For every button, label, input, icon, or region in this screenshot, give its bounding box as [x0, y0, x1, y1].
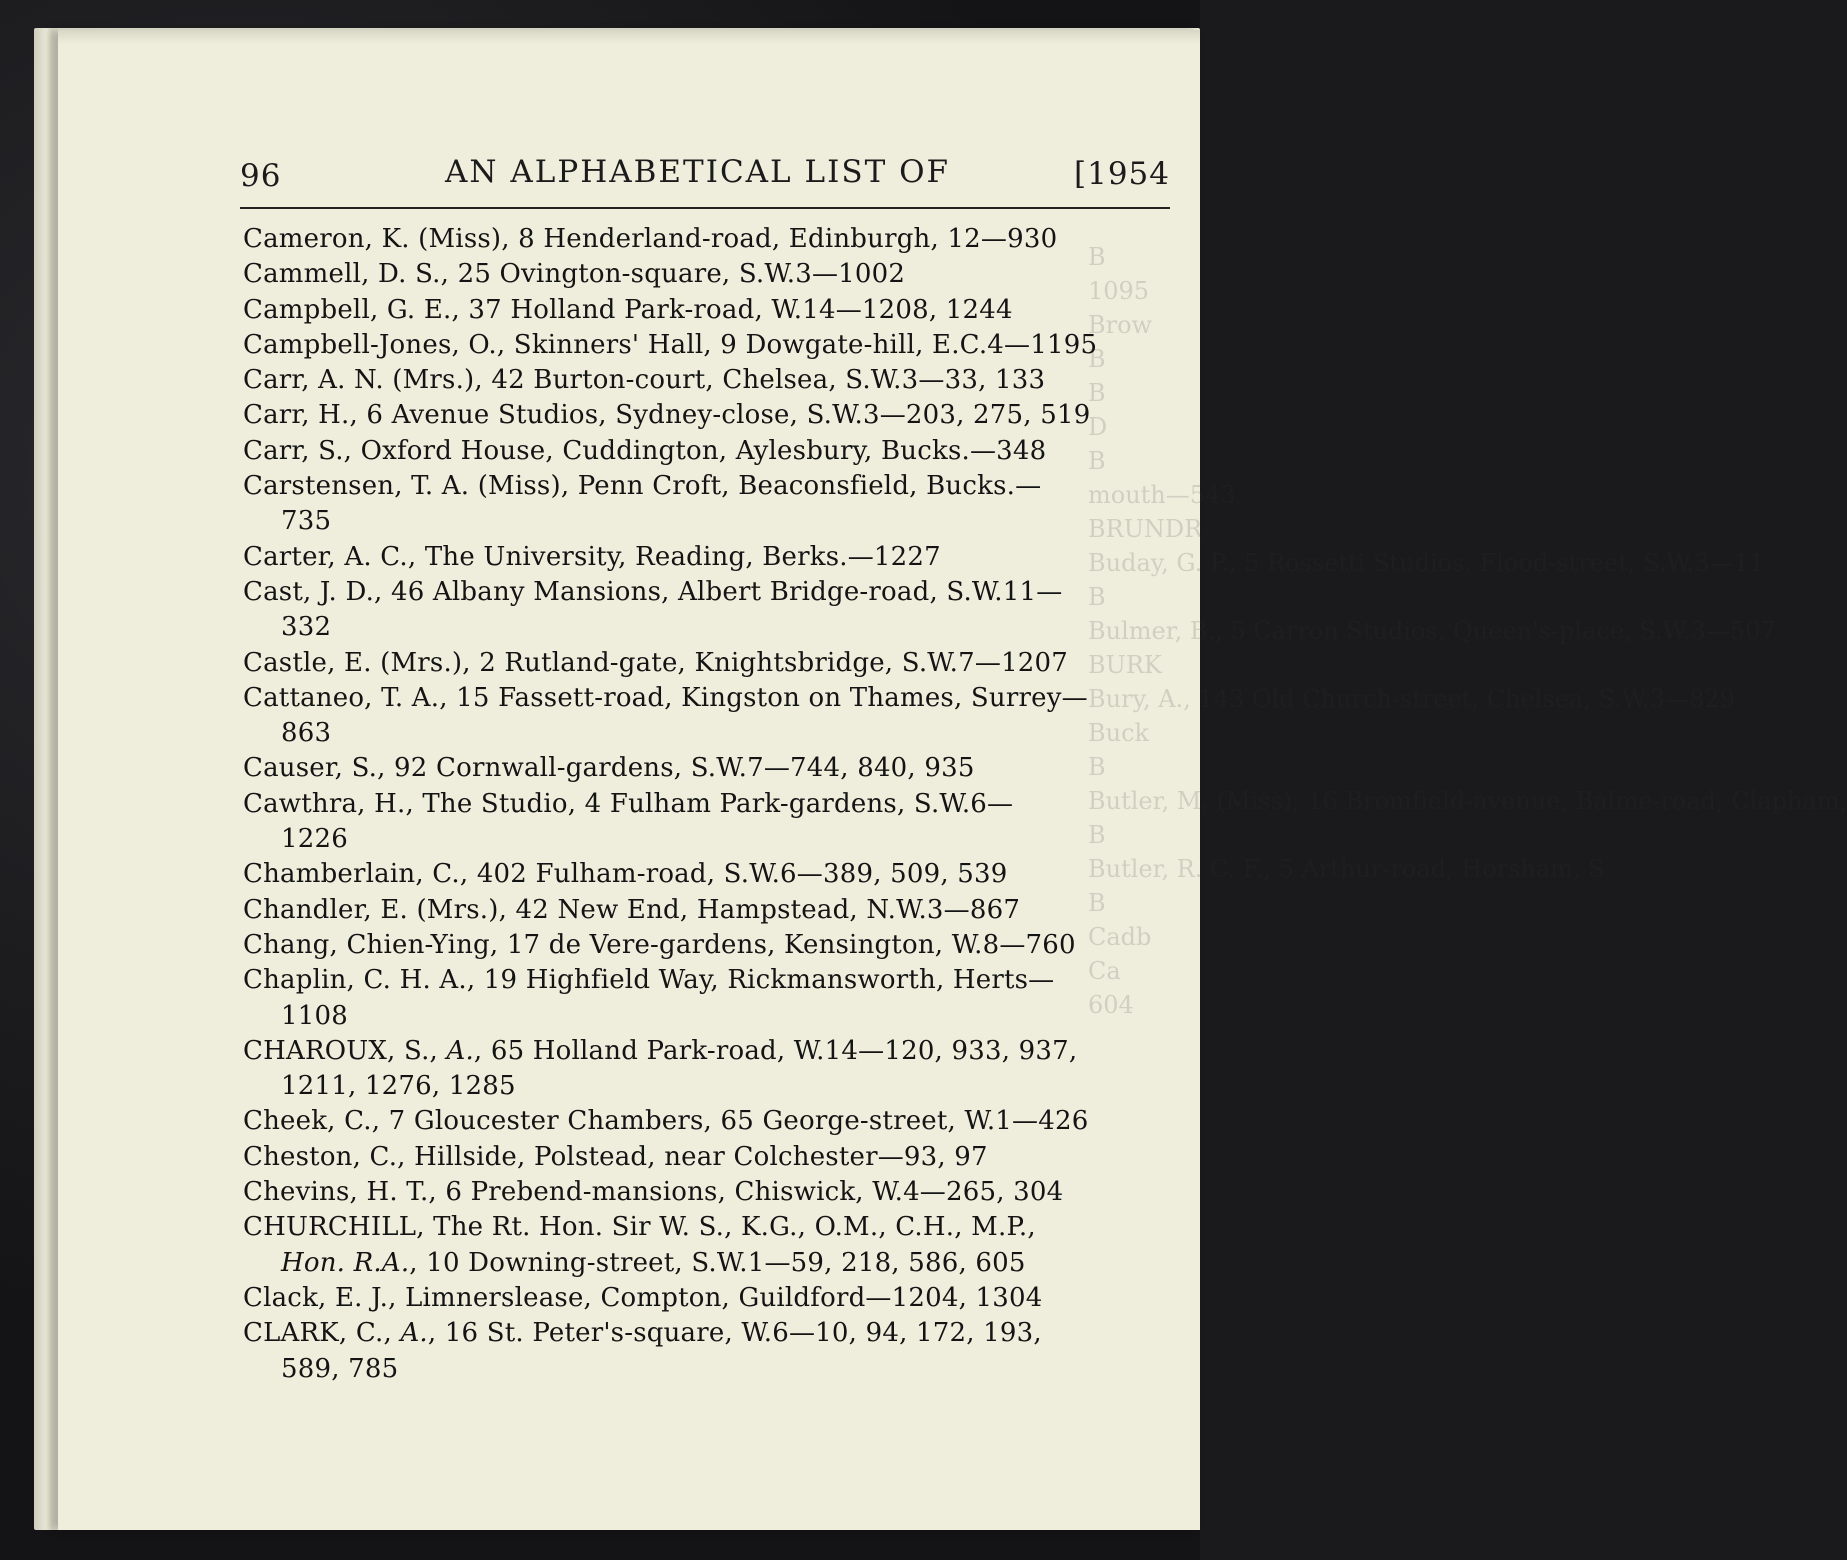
- entry-line: Carstensen, T. A. (Miss), Penn Croft, Beaconsfield, Bucks.—: [243, 471, 1042, 502]
- entry-line: Carr, H., 6 Avenue Studios, Sydney-close, S.W.3—203, 275, 519: [243, 400, 1091, 431]
- entry-line: Cattaneo, T. A., 15 Fassett-road, Kingston on Thames, Surrey—: [243, 682, 1088, 713]
- entry-line: Campbell-Jones, O., Skinners' Hall, 9 Dowgate-hill, E.C.4—1195: [243, 329, 1098, 360]
- bleed-line: B: [1088, 753, 1106, 781]
- list-item: [243, 328, 1183, 363]
- bleed-line: B: [1088, 583, 1106, 611]
- entry-line: Carr, A. N. (Mrs.), 42 Burton-court, Chelsea, S.W.3—33, 133: [243, 365, 1046, 396]
- bleed-line: Bury, A., 143 Old Church-street, Chelsea, S.W.3—829: [1088, 685, 1735, 713]
- list-item: [243, 1316, 1183, 1387]
- list-item: [243, 1104, 1183, 1139]
- bleed-line: Brow: [1088, 311, 1153, 339]
- bleed-line: B: [1088, 243, 1106, 271]
- page-number: 96: [240, 158, 282, 194]
- entry-line: CHURCHILL, The Rt. Hon. Sir W. S., K.G., O.M., C.H., M.P.,: [243, 1212, 1036, 1243]
- entry-line: Carter, A. C., The University, Reading, Berks.—1227: [243, 541, 941, 572]
- list-item: [243, 575, 1183, 646]
- entry-honor: Hon. R.A.: [281, 1247, 410, 1278]
- entry-continuation: 1108: [281, 1000, 348, 1031]
- page-title: AN ALPHABETICAL LIST OF: [445, 154, 951, 190]
- entry-line: Clack, E. J., Limnerslease, Compton, Guildford—1204, 1304: [243, 1282, 1043, 1313]
- bleed-line: 1095: [1088, 277, 1150, 305]
- bleed-line: Butler, R. C. F., 5 Arthur-road, Horsham, S: [1088, 855, 1605, 883]
- entry-continuation: Hon. R.A., 10 Downing-street, S.W.1—59, 218, 586, 605: [281, 1247, 1026, 1278]
- bleed-line: mouth—543: [1088, 481, 1236, 509]
- entry-continuation: 589, 785: [281, 1353, 399, 1384]
- entry-address: , 65 Holland Park-road, W.14—120, 933, 937,: [473, 1035, 1078, 1066]
- bleed-line: B: [1088, 379, 1106, 407]
- entry-name: CLARK, C.,: [243, 1318, 401, 1349]
- bleed-line: B: [1088, 345, 1106, 373]
- entry-address: , 16 St. Peter's-square, W.6—10, 94, 172, 193,: [427, 1318, 1042, 1349]
- bleed-line: Cadb: [1088, 923, 1152, 951]
- bleed-line: B: [1088, 447, 1106, 475]
- list-item: [243, 257, 1183, 292]
- header-year: [1954: [1074, 156, 1170, 192]
- list-item: [243, 681, 1183, 752]
- list-item: [243, 434, 1183, 469]
- list-item: [243, 1034, 1183, 1105]
- entry-line: Castle, E. (Mrs.), 2 Rutland-gate, Knightsbridge, S.W.7—1207: [243, 647, 1069, 678]
- list-item: [243, 1210, 1183, 1281]
- entry-list: [243, 222, 1183, 1387]
- entry-honor: A.: [400, 1318, 428, 1349]
- entry-line: Carr, S., Oxford House, Cuddington, Aylesbury, Bucks.—348: [243, 435, 1047, 466]
- entry-line: [243, 1036, 1077, 1066]
- list-item: [243, 469, 1183, 540]
- entry-continuation: 332: [281, 612, 332, 643]
- list-item: [243, 398, 1183, 433]
- entry-continuation: 1211, 1276, 1285: [281, 1071, 516, 1102]
- list-item: [243, 857, 1183, 892]
- entry-honor: A.: [446, 1035, 474, 1066]
- bleed-line: BURK: [1088, 651, 1162, 679]
- entry-line: Cameron, K. (Miss), 8 Henderland-road, Edinburgh, 12—930: [243, 224, 1058, 254]
- running-header: [240, 150, 1170, 210]
- entry-line: Chaplin, C. H. A., 19 Highfield Way, Rickmansworth, Herts—: [243, 965, 1055, 996]
- entry-line: Cammell, D. S., 25 Ovington-square, S.W.3—1002: [243, 259, 906, 290]
- entry-line: Causer, S., 92 Cornwall-gardens, S.W.7—744, 840, 935: [243, 753, 975, 784]
- header-rule: [240, 207, 1170, 209]
- entry-name: CHAROUX, S.,: [243, 1035, 447, 1066]
- list-item: [243, 928, 1183, 963]
- entry-line: Cawthra, H., The Studio, 4 Fulham Park-gardens, S.W.6—: [243, 788, 1014, 819]
- bleed-line: Ca: [1088, 957, 1121, 985]
- bleed-line: BRUNDR: [1088, 515, 1203, 543]
- list-item: [243, 1140, 1183, 1175]
- bleed-line: Bulmer, B., 5 Carron Studios, Queen's-place, S.W.3—507: [1088, 617, 1776, 645]
- list-item: [243, 222, 1183, 257]
- entry-line: Cheston, C., Hillside, Polstead, near Colchester—93, 97: [243, 1141, 988, 1172]
- list-item: [243, 1175, 1183, 1210]
- entry-continuation: 1226: [281, 824, 348, 855]
- list-item: [243, 540, 1183, 575]
- entry-line: Cast, J. D., 46 Albany Mansions, Albert Bridge-road, S.W.11—: [243, 576, 1063, 607]
- entry-line: Campbell, G. E., 37 Holland Park-road, W.14—1208, 1244: [243, 294, 1013, 325]
- bleed-line: D: [1088, 413, 1108, 441]
- entry-line: [243, 1318, 1042, 1348]
- bleed-line: Butler, M. (Miss), 16 Bromfield-avenue, Balme-road, Clapham,: [1088, 787, 1847, 815]
- list-item: [243, 1281, 1183, 1316]
- bleed-line: B: [1088, 821, 1106, 849]
- list-item: [243, 787, 1183, 858]
- list-item: [243, 893, 1183, 928]
- list-item: [243, 363, 1183, 398]
- list-item: [243, 963, 1183, 1034]
- entry-continuation: 863: [281, 718, 332, 749]
- entry-line: Chevins, H. T., 6 Prebend-mansions, Chiswick, W.4—265, 304: [243, 1177, 1064, 1208]
- list-item: [243, 646, 1183, 681]
- bleed-line: Buday, G. P., 5 Rossetti Studios, Flood-street, S.W.3—11: [1088, 549, 1765, 577]
- list-item: [243, 751, 1183, 786]
- bleed-line: B: [1088, 889, 1106, 917]
- entry-line: Cheek, C., 7 Gloucester Chambers, 65 George-street, W.1—426: [243, 1106, 1089, 1137]
- entry-line: Chang, Chien-Ying, 17 de Vere-gardens, Kensington, W.8—760: [243, 929, 1076, 960]
- entry-line: Chandler, E. (Mrs.), 42 New End, Hampstead, N.W.3—867: [243, 894, 1021, 925]
- entry-line: Chamberlain, C., 402 Fulham-road, S.W.6—389, 509, 539: [243, 859, 1008, 890]
- bleed-line: Buck: [1088, 719, 1150, 747]
- entry-continuation: 735: [281, 506, 332, 537]
- bleed-line: 604: [1088, 991, 1134, 1019]
- list-item: [243, 293, 1183, 328]
